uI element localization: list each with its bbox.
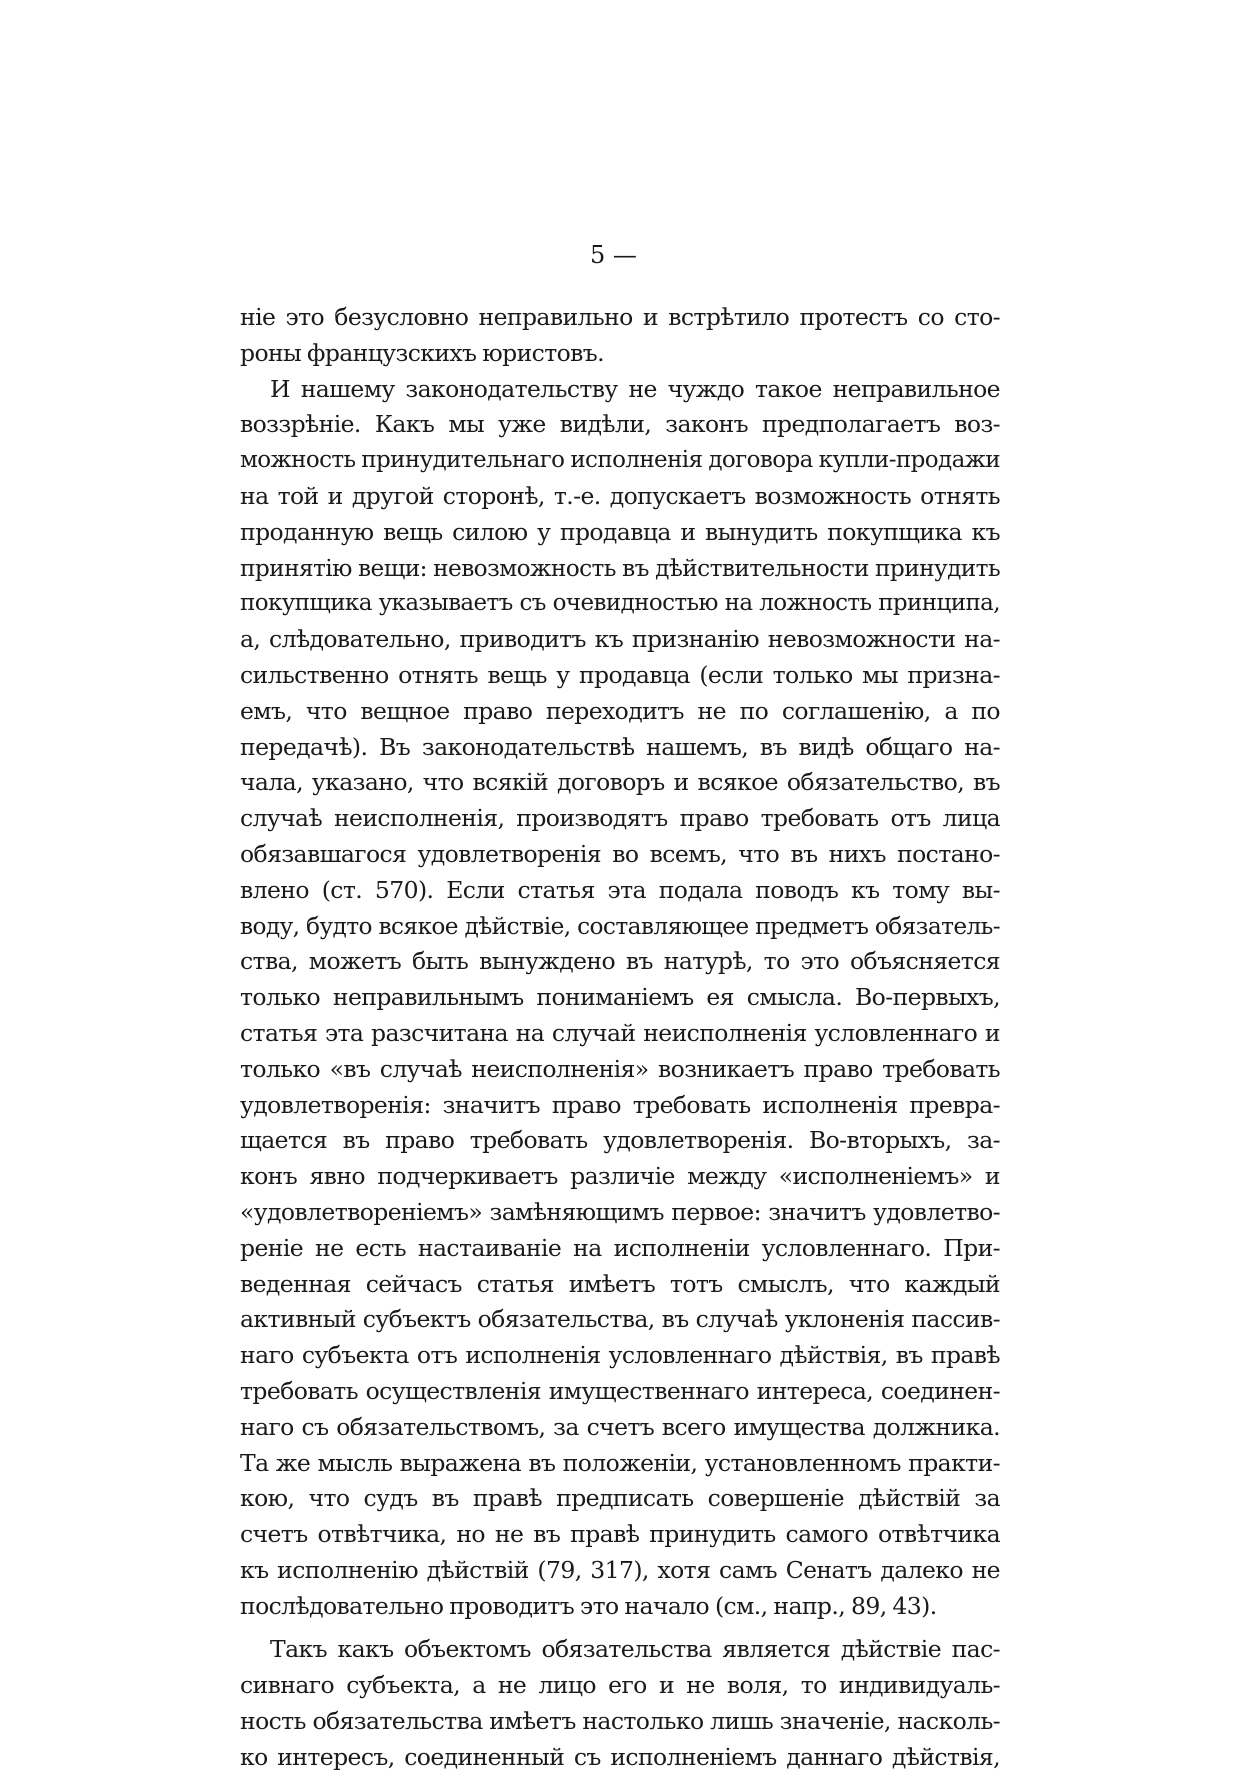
text-line: веденная сейчасъ статья имѣетъ тотъ смыслъ, что каждый bbox=[240, 1269, 1000, 1298]
text-line: активный субъектъ обязательства, въ случаѣ уклоненія пассив- bbox=[240, 1305, 1000, 1334]
text-line: принятію вещи: невозможность въ дѣйствительности принудить bbox=[240, 554, 1000, 582]
text-line: требовать осуществленія имущественнаго интереса, соединен- bbox=[240, 1376, 1000, 1405]
text-line: ность обязательства имѣетъ настолько лишь значеніе, насколь- bbox=[240, 1707, 1000, 1736]
text-line: Такъ какъ объектомъ обязательства является дѣйствіе пас- bbox=[270, 1635, 1000, 1664]
text-line: реніе не есть настаиваніе на исполненіи условленнаго. При- bbox=[240, 1233, 1000, 1262]
text-line: воззрѣніе. Какъ мы уже видѣли, законъ предполагаетъ воз- bbox=[240, 410, 1000, 439]
paragraph-2 bbox=[240, 372, 1000, 1625]
text-line: сильственно отнять вещь у продавца (если только мы призна- bbox=[240, 660, 1000, 689]
text-line: счетъ отвѣтчика, но не въ правѣ принудить самого отвѣтчика bbox=[240, 1520, 1000, 1549]
text-line: передачѣ). Въ законодательствѣ нашемъ, въ видѣ общаго на- bbox=[240, 732, 1000, 761]
paragraph-1 bbox=[240, 300, 1000, 372]
paragraph-3 bbox=[240, 1632, 1000, 1775]
text-line: Та же мысль выражена въ положеніи, установленномъ практи- bbox=[240, 1448, 1000, 1477]
text-line: покупщика указываетъ съ очевидностью на ложность принципа, bbox=[240, 590, 1000, 617]
text-line: статья эта разсчитана на случай неисполненія условленнаго и bbox=[240, 1018, 1000, 1047]
text-line: щается въ право требовать удовлетворенія. Во-вторыхъ, за- bbox=[240, 1126, 1000, 1155]
text-line: влено (ст. 570). Если статья эта подала поводъ къ тому вы- bbox=[240, 875, 1000, 904]
text-line: ніе это безусловно неправильно и встрѣтило протестъ со сто- bbox=[240, 303, 1000, 331]
text-line: случаѣ неисполненія, производятъ право требовать отъ лица bbox=[240, 804, 1000, 833]
text-line: на той и другой сторонѣ, т.-е. допускаетъ возможность отнять bbox=[240, 481, 1000, 510]
text-line: наго съ обязательствомъ, за счетъ всего имущества должника. bbox=[240, 1412, 1000, 1441]
text-line: ства, можетъ быть вынуждено въ натурѣ, то это объясняется bbox=[240, 947, 1000, 976]
text-line: емъ, что вещное право переходитъ не по соглашенію, а по bbox=[240, 696, 1000, 725]
text-line: воду, будто всякое дѣйствіе, составляющее предметъ обязатель- bbox=[240, 912, 1000, 940]
text-line: сивнаго субъекта, а не лицо его и не воля, то индивидуаль- bbox=[240, 1671, 1000, 1700]
text-line: обязавшагося удовлетворенія во всемъ, что въ нихъ постано- bbox=[240, 839, 1000, 868]
text-line: только «въ случаѣ неисполненія» возникаетъ право требовать bbox=[240, 1054, 1000, 1083]
text-line: роны французскихъ юристовъ. bbox=[240, 338, 605, 367]
text-line: кою, что судъ въ правѣ предписать совершеніе дѣйствій за bbox=[240, 1484, 1000, 1513]
text-line: удовлетворенія: значитъ право требовать исполненія превра- bbox=[240, 1090, 1000, 1119]
text-line: И нашему законодательству не чуждо такое неправильное bbox=[270, 374, 1000, 403]
page-number: 5 — bbox=[590, 241, 637, 269]
body-text bbox=[240, 300, 1000, 1776]
text-line: наго субъекта отъ исполненія условленнаго дѣйствія, въ правѣ bbox=[240, 1341, 1000, 1370]
text-line: «удовлетвореніемъ» замѣняющимъ первое: значитъ удовлетво- bbox=[240, 1197, 1000, 1226]
text-line: только неправильнымъ пониманіемъ ея смысла. Во-первыхъ, bbox=[240, 983, 1000, 1012]
text-line: можность принудительнаго исполненія договора купли-продажи bbox=[240, 447, 1000, 474]
text-line: конъ явно подчеркиваетъ различіе между «исполненіемъ» и bbox=[240, 1162, 1000, 1191]
text-line: чала, указано, что всякій договоръ и всякое обязательство, въ bbox=[240, 768, 1000, 797]
text-line: послѣдовательно проводитъ это начало (см., напр., 89, 43). bbox=[240, 1591, 937, 1620]
text-line: проданную вещь силою у продавца и вынудить покупщика къ bbox=[240, 517, 1000, 546]
text-line: а, слѣдовательно, приводитъ къ признанію невозможности на- bbox=[240, 625, 1000, 654]
text-line: ко интересъ, соединенный съ исполненіемъ даннаго дѣйствія, bbox=[240, 1742, 1000, 1771]
text-line: къ исполненію дѣйствій (79, 317), хотя самъ Сенатъ далеко не bbox=[240, 1555, 1000, 1584]
